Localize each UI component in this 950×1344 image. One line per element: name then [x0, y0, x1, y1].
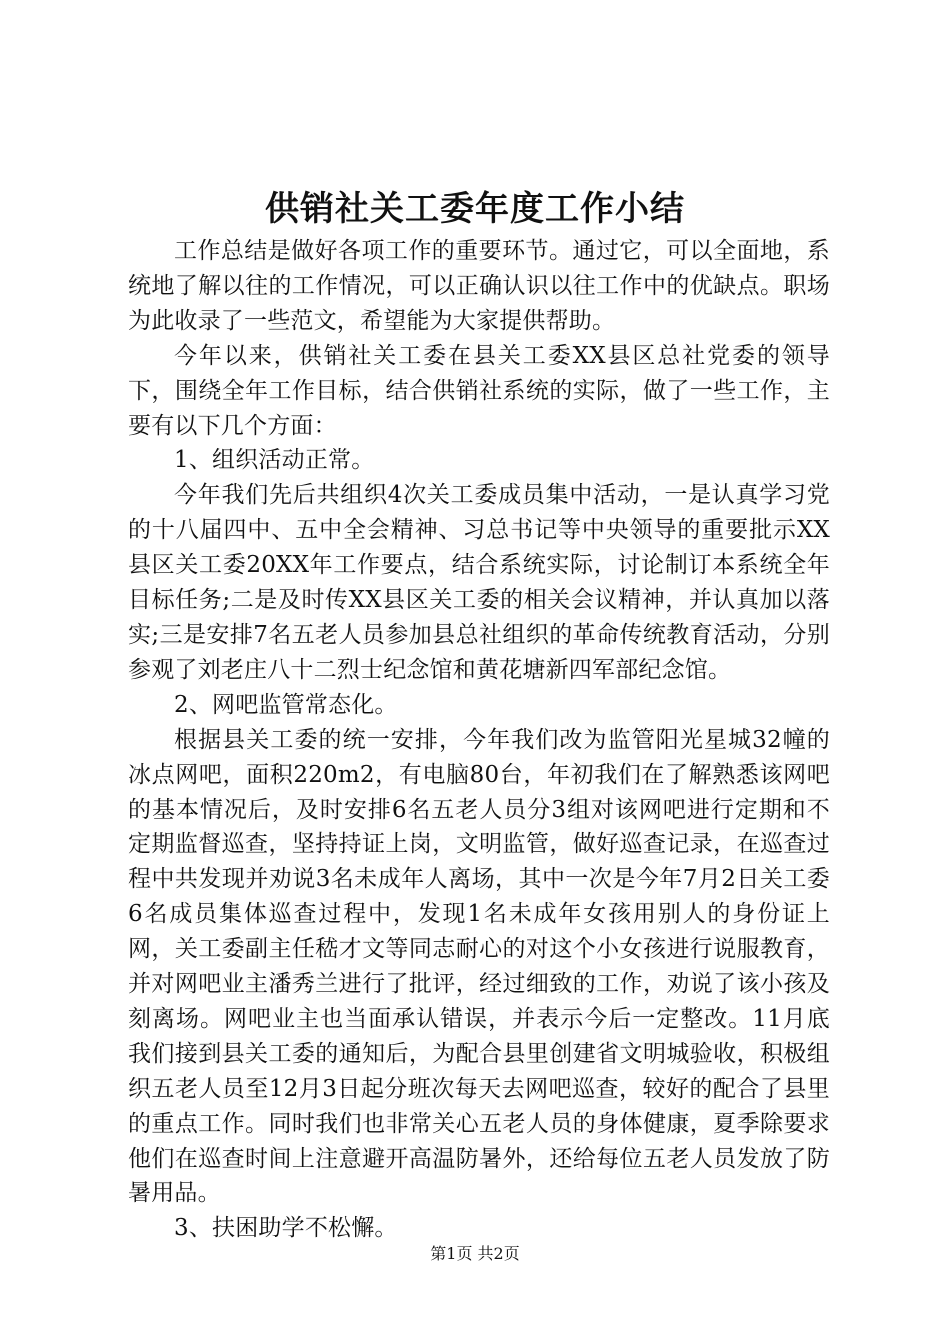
document-title: 供销社关工委年度工作小结: [265, 189, 685, 229]
paragraph-activities: 今年我们先后共组织4次关工委成员集中活动，一是认真学习党的十八届四中、五中全会精神、习总书记等中央领导的重要批示XX县区关工委20XX年工作要点，结合系统实际，讨论制订本系统全年目标任务;二是及时传XX县区关工委的相关会议精神，并认真加以落实;三是安排7名五老人员参加县总社组织的革命传统教育活动，分别参观了刘老庄八十二烈士纪念馆和黄花塘新四军部纪念馆。: [128, 482, 830, 683]
paragraph-overview: 今年以来，供销社关工委在县关工委XX县区总社党委的领导下，围绕全年工作目标，结合供销社系统的实际，做了一些工作，主要有以下几个方面：: [128, 342, 830, 439]
paragraph-intro: 工作总结是做好各项工作的重要环节。通过它，可以全面地，系统地了解以往的工作情况，可以正确认识以往工作中的优缺点。职场为此收录了一些范文，希望能为大家提供帮助。: [128, 238, 830, 334]
paragraph-internet-cafe: 根据县关工委的统一安排，今年我们改为监管阳光星城32幢的冰点网吧，面积220m2，有电脑80台，年初我们在了解熟悉该网吧的基本情况后，及时安排6名五老人员分3组对该网吧进行定期和不定期监督巡查，坚持持证上岗，文明监管，做好巡查记录，在巡查过程中共发现并劝说3名未成年人离场，其中一次是今年7月2日关工委6名成员集体巡查过程中，发现1名未成年女孩用别人的身份证上网，关工委副主任嵇才文等同志耐心的对这个小女孩进行说服教育，并对网吧业主潘秀兰进行了批评，经过细致的工作，劝说了该小孩及刻离场。网吧业主也当面承认错误，并表示今后一定整改。11月底我们接到县关工委的通知后，为配合县里创建省文明城验收，积极组织五老人员至12月3日起分班次每天去网吧巡查，较好的配合了县里的重点工作。同时我们也非常关心五老人员的身体健康，夏季除要求他们在巡查时间上注意避开高温防暑外，还给每位五老人员发放了防暑用品。: [128, 726, 830, 1207]
page-number-footer: 第1页 共2页: [430, 1244, 520, 1263]
section-heading-1: 1、组织活动正常。: [174, 447, 375, 474]
section-heading-2: 2、网吧监管常态化。: [174, 691, 398, 718]
section-heading-3: 3、扶困助学不松懈。: [174, 1215, 398, 1242]
document-body: [128, 234, 830, 1246]
